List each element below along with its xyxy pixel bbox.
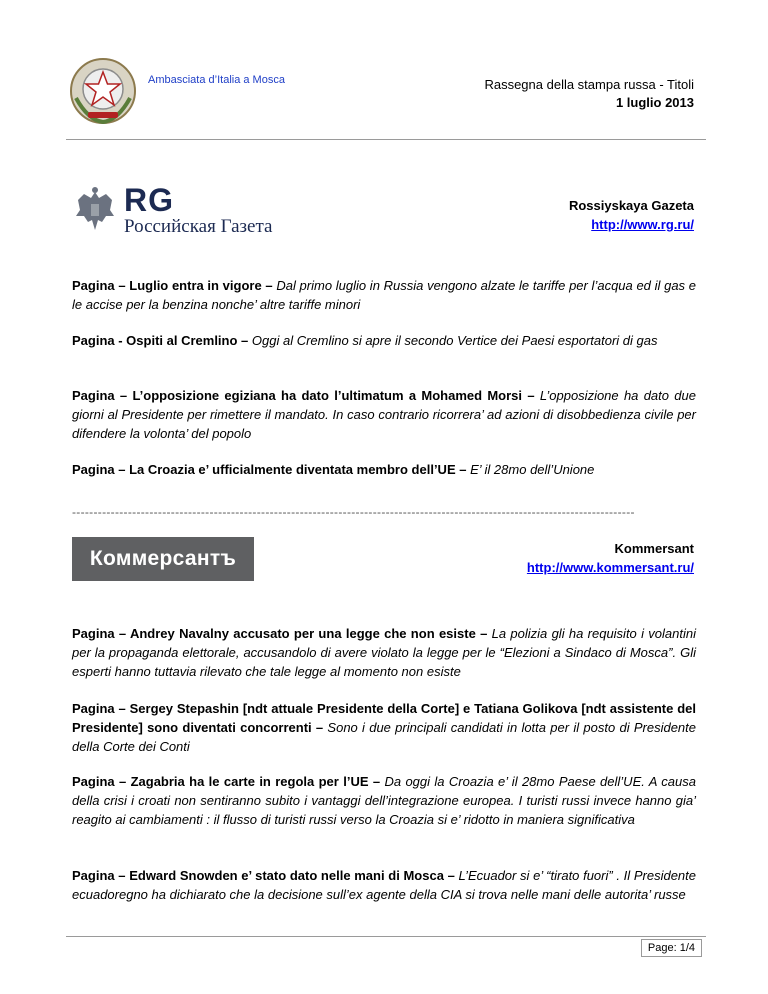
double-headed-eagle-icon bbox=[72, 186, 118, 236]
article-summary: Oggi al Cremlino si apre il secondo Vertice dei Paesi esportatori di gas bbox=[251, 333, 658, 348]
kommersant-source-link[interactable]: http://www.kommersant.ru/ bbox=[526, 560, 694, 575]
footer-divider bbox=[66, 936, 706, 937]
article-summary: La polizia gli ha requisito i volantini per la propaganda elettorale, accusandolo di avere violato la legge per le “Elezioni a Sindaco di Mosca”. Gli esperti hanno tuttavia rilevato che tale legge al momento non esiste bbox=[72, 626, 696, 679]
rg-source-name: Rossiyskaya Gazeta bbox=[568, 198, 694, 213]
rg-logo-name: Российская Газета bbox=[124, 216, 273, 237]
document-date: 1 luglio 2013 bbox=[615, 95, 694, 110]
article-headline: Pagina – Andrey Navalny accusato per una legge che non esiste – bbox=[72, 626, 488, 641]
article-headline: Pagina - Ospiti al Cremlino – bbox=[72, 333, 249, 348]
article-summary: E’ il 28mo dell’Unione bbox=[470, 462, 595, 477]
kommersant-article-4 bbox=[72, 866, 696, 904]
kommersant-article-3 bbox=[72, 772, 696, 829]
kommersant-source-name: Kommersant bbox=[614, 541, 694, 556]
rg-article-1 bbox=[72, 276, 696, 314]
kommersant-source bbox=[527, 539, 694, 577]
article-headline: Pagina – Luglio entra in vigore – bbox=[72, 278, 273, 293]
page-number: Page: 1/4 bbox=[641, 939, 702, 957]
rg-article-2 bbox=[72, 331, 696, 350]
rg-article-4 bbox=[72, 460, 696, 479]
document-title: Rassegna della stampa russa - Titoli bbox=[484, 77, 694, 92]
article-summary: L’opposizione ha dato due giorni al Presidente per rimettere il mandato. In caso contrario ricorrera’ ad azioni di disobbedienza civile per difendere la volonta’ del popolo bbox=[72, 388, 696, 441]
article-summary: Da oggi la Croazia e’ il 28mo Paese dell’UE. A causa della crisi i croati non sentiranno subito i vantaggi dell’integrazione europea. I turisti russi invece hanno gia’ reagito ai cambiamenti : il flusso di turisti russi verso la Croazia si e’ ridotto in maniera significativa bbox=[72, 774, 696, 827]
article-summary: L’Ecuador si e’ “tirato fuori” . Il Presidente ecuadoregno ha dichiarato che la decisione sull’ex agente della CIA si trova nelle mani delle autorita’ russe bbox=[72, 868, 696, 902]
section-separator: ----------------------------------------------------------------------------------------------------------------------------------- bbox=[72, 505, 635, 519]
document-header bbox=[484, 76, 694, 112]
article-headline: Pagina – Edward Snowden e’ stato dato nelle mani di Mosca – bbox=[72, 868, 455, 883]
kommersant-logo: Коммерсантъ bbox=[72, 537, 254, 581]
article-headline: Pagina – Sergey Stepashin [ndt attuale Presidente della Corte] e Tatiana Golikova [ndt assistente del Presidente] sono diventati concorrenti – bbox=[72, 701, 696, 735]
article-summary: Sono i due principali candidati in lotta per il posto di Presidente della Corte dei Conti bbox=[72, 720, 696, 754]
rg-logo-letters: RG bbox=[124, 182, 174, 218]
article-summary: Dal primo luglio in Russia vengono alzate le tariffe per l’acqua ed il gas e le accise per la benzina nonche’ altre tariffe minori bbox=[72, 278, 696, 312]
kommersant-article-1 bbox=[72, 624, 696, 681]
rg-source-link[interactable]: http://www.rg.ru/ bbox=[591, 217, 694, 232]
article-headline: Pagina – Zagabria ha le carte in regola per l’UE – bbox=[72, 774, 381, 789]
header-divider bbox=[66, 139, 706, 140]
rossiyskaya-gazeta-logo bbox=[72, 182, 332, 240]
rg-article-3 bbox=[72, 386, 696, 443]
embassy-name: Ambasciata d’Italia a Mosca bbox=[148, 74, 285, 86]
article-headline: Pagina – La Croazia e’ ufficialmente diventata membro dell’UE – bbox=[72, 462, 467, 477]
article-headline: Pagina – L’opposizione egiziana ha dato l’ultimatum a Mohamed Morsi – bbox=[72, 388, 535, 403]
kommersant-article-2 bbox=[72, 699, 696, 756]
rg-source bbox=[569, 196, 694, 234]
italian-republic-emblem bbox=[68, 56, 138, 126]
